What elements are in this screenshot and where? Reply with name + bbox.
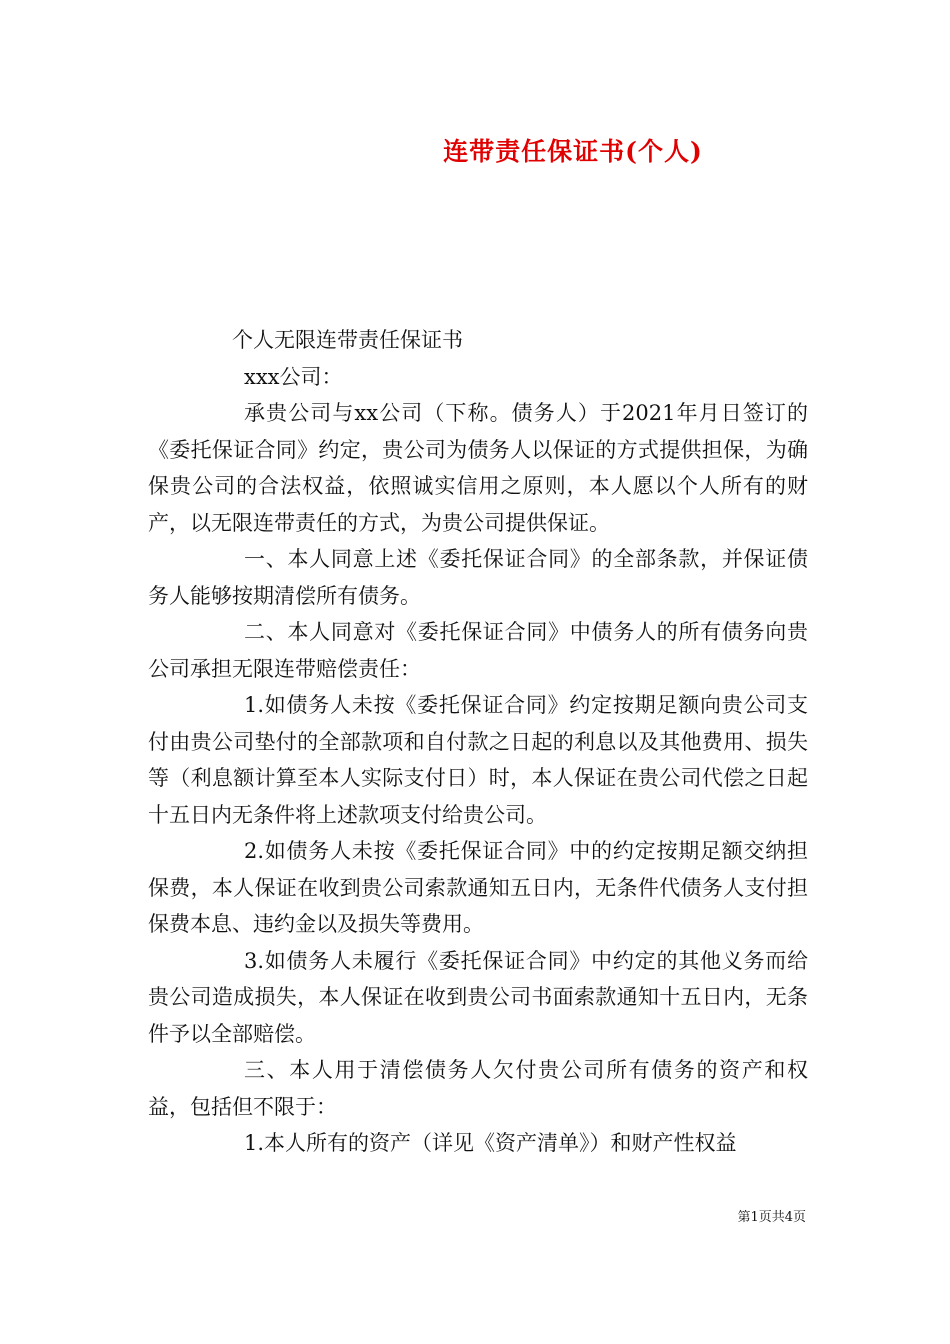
addressee-line: xxx公司： (244, 364, 343, 389)
paragraph-clause-2-item-1: 1.如债务人未按《委托保证合同》约定按期足额向贵公司支付由贵公司垫付的全部款项和自付款之日起的利息以及其他费用、损失等（利息额计算至本人实际支付日）时，本人保证在贵公司代偿之日起十五日内无条件将上述款项支付给贵公司。 (148, 693, 808, 827)
paragraph-clause-2-item-3: 3.如债务人未履行《委托保证合同》中约定的其他义务而给贵公司造成损失，本人保证在收到贵公司书面索款通知十五日内，无条件予以全部赔偿。 (148, 948, 808, 1046)
document-body (148, 322, 808, 1162)
page-number: 第1页共4页 (737, 1210, 806, 1225)
paragraph-clause-3-item-1: 1.本人所有的资产（详见《资产清单》）和财产性权益 (244, 1131, 737, 1155)
document-subtitle: 个人无限连带责任保证书 (232, 328, 463, 352)
paragraph-intro: 承贵公司与xx公司（下称。债务人）于2021年月日签订的《委托保证合同》约定，贵公司为债务人以保证的方式提供担保，为确保贵公司的合法权益，依照诚实信用之原则，本人愿以个人所有的财产，以无限连带责任的方式，为贵公司提供保证。 (148, 401, 808, 535)
paragraph-clause-3: 三、本人用于清偿债务人欠付贵公司所有债务的资产和权益，包括但不限于： (148, 1058, 808, 1119)
paragraph-clause-2-item-2: 2.如债务人未按《委托保证合同》中的约定按期足额交纳担保费，本人保证在收到贵公司索款通知五日内，无条件代债务人支付担保费本息、违约金以及损失等费用。 (148, 839, 808, 936)
paragraph-clause-1: 一、本人同意上述《委托保证合同》的全部条款，并保证债务人能够按期清偿所有债务。 (148, 547, 808, 608)
paragraph-clause-2: 二、本人同意对《委托保证合同》中债务人的所有债务向贵公司承担无限连带赔偿责任： (148, 620, 808, 681)
document-title: 连带责任保证书(个人) (443, 137, 703, 166)
